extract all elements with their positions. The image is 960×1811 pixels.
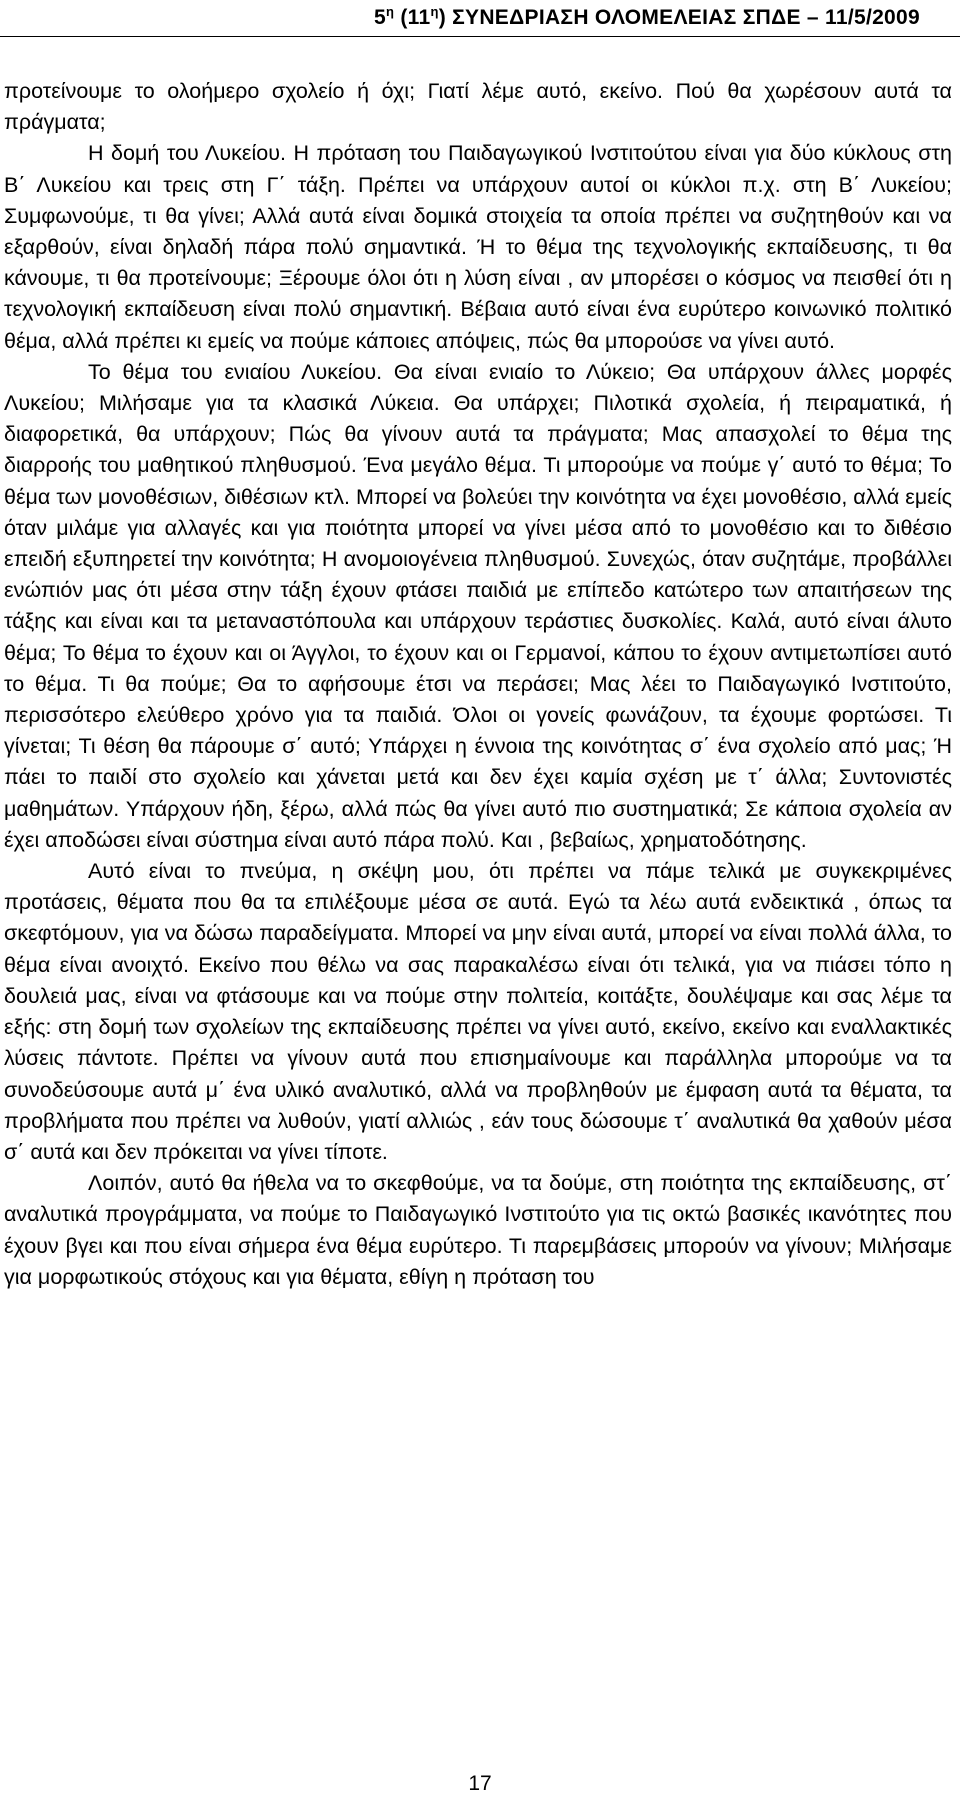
page-header [40, 4, 920, 30]
header-rule [0, 36, 960, 37]
paragraph: Αυτό είναι το πνεύμα, η σκέψη μου, ότι πρέπει να πάμε τελικά με συγκεκριμένες προτάσεις, θέματα που θα τα επιλέξουμε μέσα σε αυτά. Εγώ τα λέω αυτά ενδεικτικά , όπως τα σκεφτόμουν, για να δώσω παραδείγματα. Μπορεί να μην είναι αυτά, μπορεί να είναι πολλά άλλα, το θέμα είναι ανοιχτό. Εκείνο που θέλω να σας παρακαλέσω είναι ότι τελικά, για να πιάσει τόπο η δουλειά μας, είναι να φτάσουμε και να πούμε στην πολιτεία, κοιτάξτε, δουλέψαμε και σας λέμε τα εξής: στη δομή των σχολείων της εκπαίδευσης πρέπει να γίνει αυτό, εκείνο, εκείνο και εναλλακτικές λύσεις πάντοτε. Πρέπει να γίνουν αυτά που επισημαίνουμε και παράλληλα μπορούμε να τα συνοδεύσουμε αυτά μ΄ ένα υλικό αναλυτικό, αλλά να προβληθούν με έμφαση αυτά τα θέματα, τα προβλήματα που πρέπει να λυθούν, γιατί αλλιώς , εάν τους δώσουμε τ΄ αναλυτικά θα χαθούν μέσα σ΄ αυτά και δεν πρόκειται να γίνει τίποτε. [4, 859, 952, 1164]
header-prefix: 5 [373, 6, 386, 29]
page-number: 17 [468, 1772, 492, 1795]
header-mid: (11 [394, 6, 431, 29]
header-sup-2: η [430, 4, 439, 19]
paragraph: προτείνουμε το ολοήμερο σχολείο ή όχι; Γιατί λέμε αυτό, εκείνο. Πού θα χωρέσουν αυτά τα πράγματα; [4, 79, 952, 135]
paragraph: Το θέμα του ενιαίου Λυκείου. Θα είναι ενιαίο το Λύκειο; Θα υπάρχουν άλλες μορφές Λυκείου; Μιλήσαμε για τα κλασικά Λύκεια. Θα υπάρχει; Πιλοτικά σχολεία, ή πειραματικά, ή διαφορετικά, θα υπάρχουν; Πώς θα γίνουν αυτά τα πράγματα; Μας απασχολεί το θέμα της διαρροής του μαθητικού πληθυσμού. Ένα μεγάλο θέμα. Τι μπορούμε να πούμε γ΄ αυτό το θέμα; Το θέμα των μονοθέσιων, διθέσιων κτλ. Μπορεί να βολεύει την κοινότητα να έχει μονοθέσιο, αλλά εμείς όταν μιλάμε για αλλαγές και για ποιότητα μπορεί να γίνει μέσα από το μονοθέσιο και το διθέσιο επειδή εξυπηρετεί την κοινότητα; Η ανομοιογένεια πληθυσμού. Συνεχώς, όταν συζητάμε, προβάλλει ενώπιόν μας ότι μέσα στην τάξη έχουν φτάσει παιδιά με επίπεδο κατώτερο των απαιτήσεων της τάξης και είναι και τα μεταναστόπουλα και υπάρχουν τεράστιες δυσκολίες. Καλά, αυτό είναι άλυτο θέμα; Το θέμα το έχουν και οι Άγγλοι, το έχουν και οι Γερμανοί, κάπου το έχουν αντιμετωπίσει αυτό το θέμα. Τι θα πούμε; Θα το αφήσουμε έτσι να περάσει; Μας λέει το Παιδαγωγικό Ινστιτούτο, περισσότερο ελεύθερο χρόνο για τα παιδιά. Όλοι οι γονείς φωνάζουν, τα έχουμε φορτώσει. Τι γίνεται; Τι θέση θα πάρουμε σ΄ αυτό; Υπάρχει η έννοια της κοινότητας σ΄ ένα σχολείο από μας; Ή πάει το παιδί στο σχολείο και χάνεται μετά και δεν έχει καμία σχέση με τ΄ άλλα; Συντονιστές μαθημάτων. Υπάρχουν ήδη, ξέρω, αλλά πώς θα γίνει αυτό πιο συστηματικά; Σε κάποια σχολεία αν έχει αποδώσει είναι σύστημα είναι αυτό πάρα πολύ. Και , βεβαίως, χρηματοδότησης. [4, 359, 952, 852]
paragraph: Λοιπόν, αυτό θα ήθελα να το σκεφθούμε, να τα δούμε, στη ποιότητα της εκπαίδευσης, στ΄ αναλυτικά προγράμματα, να πούμε το Παιδαγωγικό Ινστιτούτο για τις οκτώ βασικές ικανότητες που έχουν βγει και που είναι σήμερα ένα θέμα ευρύτερο. Τι παρεμβάσεις μπορούν να γίνουν; Μιλήσαμε για μορφωτικούς στόχους και για θέματα, εθίγη η πρόταση του [4, 1171, 952, 1289]
header-suffix: ) ΣΥΝΕΔΡΙΑΣΗ ΟΛΟΜΕΛΕΙΑΣ ΣΠΔΕ – 11/5/2009 [438, 6, 920, 29]
header-sup-1: η [385, 4, 395, 19]
paragraph: Η δομή του Λυκείου. Η πρόταση του Παιδαγωγικού Ινστιτούτου είναι για δύο κύκλους στη Β΄ Λυκείου και τρεις στη Γ΄ τάξη. Πρέπει να υπάρχουν αυτοί οι κύκλοι π.χ. στη Β΄ Λυκείου; Συμφωνούμε, τι θα γίνει; Αλλά αυτά είναι δομικά στοιχεία τα οποία πρέπει να συζητηθούν και να εξαρθούν, είναι δηλαδή πάρα πολύ σημαντικά. Ή το θέμα της τεχνολογικής εκπαίδευσης, τι θα κάνουμε, τι θα προτείνουμε; Ξέρουμε όλοι ότι η λύση είναι , αν μπορέσει ο κόσμος να πεισθεί ότι η τεχνολογική εκπαίδευση είναι πολύ σημαντική. Βέβαια αυτό είναι ένα ευρύτερο κοινωνικό πολιτικό θέμα, αλλά πρέπει κι εμείς να πούμε κάποιες απόψεις, πώς θα μπορούσε να γίνει αυτό. [4, 141, 952, 353]
document-body [4, 76, 952, 1293]
